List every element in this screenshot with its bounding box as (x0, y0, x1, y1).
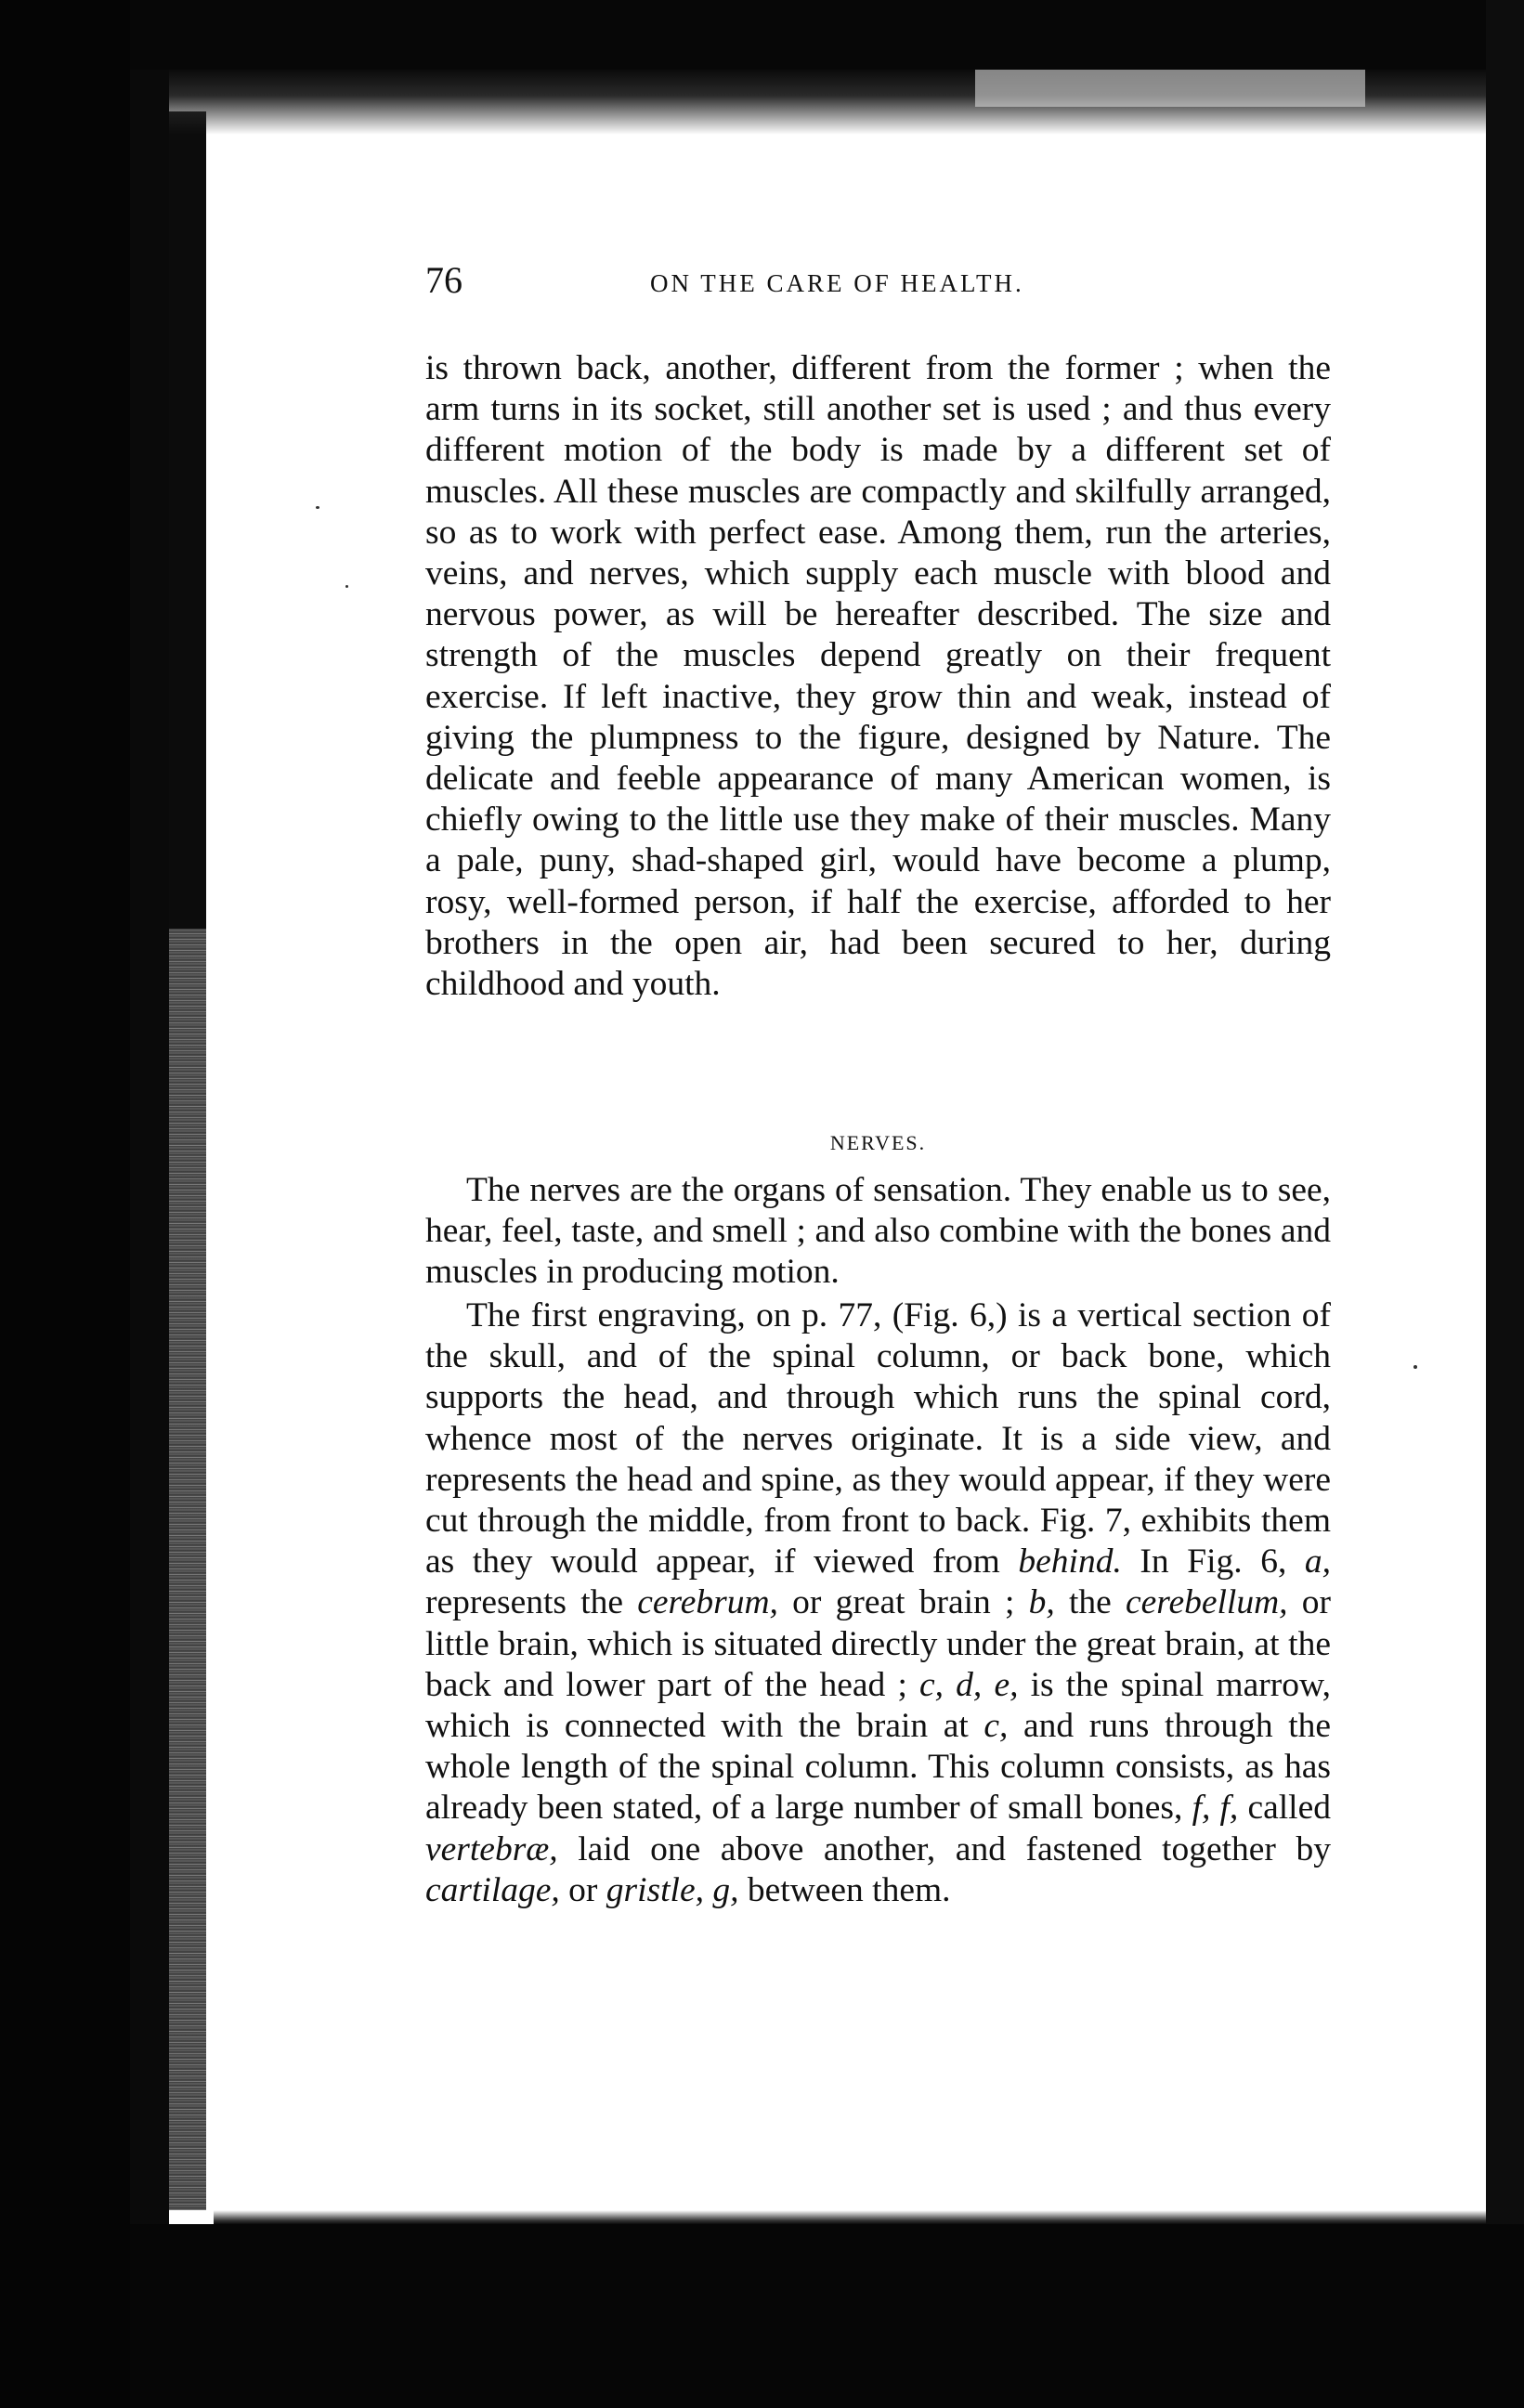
italic-term: cerebellum, (1125, 1583, 1288, 1622)
text-run: In Fig. 6, (1121, 1542, 1305, 1581)
italic-term: c, d, e, (919, 1665, 1019, 1704)
text-run: the (1054, 1583, 1126, 1622)
scan-edge-top (130, 0, 1524, 70)
page-number: 76 (425, 259, 462, 301)
scan-speck (316, 506, 319, 509)
italic-term: cerebrum, (637, 1583, 778, 1622)
paragraph-text: The nerves are the organs of sensation. They enable us to see, hear, feel, taste, and smell ; and also combine with the bones and muscles in producing motion. (425, 1171, 1331, 1292)
scan-edge-left (0, 0, 130, 2408)
text-run: or little brain, which is situated directly under the great brain, at the back and lower part of the head ; (425, 1583, 1332, 1704)
section-heading: NERVES. (829, 1131, 927, 1154)
scan-speck (345, 585, 348, 588)
text-run: The first engraving, on p. 77, (Fig. 6,) is a vertical section of the skull, and of the spinal column, or back bone, which supports the head, and through which runs the spinal cord, whence most of the nerves originate. It is a side view, and represents the head and spine, as they would appear, if they were cut through the middle, from front to back. Fig. 7, exhibits them as they would appear, if viewed from (425, 1296, 1331, 1581)
paragraph-text (425, 1295, 1331, 1911)
italic-term: vertebræ, (425, 1829, 558, 1868)
italic-term: b, (1028, 1583, 1055, 1622)
text-run: or great brain ; (777, 1583, 1029, 1622)
text-run: represents the (425, 1583, 638, 1622)
italic-term: cartilage, (425, 1870, 560, 1909)
scan-edge-top-notch (975, 70, 1365, 107)
scan-edge-bottom-shadow (214, 2210, 1486, 2225)
text-run: and runs through the whole length of the spinal column. This column consists, as has already been stated, of a large number of small bones, (425, 1707, 1332, 1828)
paragraph-nerves-intro (425, 1170, 1331, 1294)
text-run: is the spinal marrow, which is connected with the brain at (425, 1665, 1331, 1746)
text-run: between them. (738, 1870, 951, 1909)
italic-term: a, (1304, 1542, 1332, 1581)
italic-term: gristle, g, (606, 1870, 739, 1909)
running-title: ON THE CARE OF HEALTH. (650, 269, 1024, 297)
text-run: called (1238, 1789, 1331, 1828)
italic-term: c, (983, 1707, 1009, 1746)
italic-term: behind. (1018, 1542, 1122, 1581)
text-run: or (559, 1870, 606, 1909)
paragraph-engraving (425, 1295, 1331, 1911)
paragraph-text: is thrown back, another, different from the former ; when the arm turns in its socket, still another set is used ; and thus every different motion of the body is made by a different set of muscles. All these muscles are compactly and skilfully arranged, so as to work with perfect ease. Among them, run the arteries, veins, and nerves, which supply each muscle with blood and nervous power, as will be hereafter described. The size and strength of the muscles depend greatly on their frequent exercise. If left inactive, they grow thin and weak, instead of giving the plumpness to the figure, designed by Nature. The delicate and feeble appearance of many American women, is chiefly owing to the little use they make of their muscles. Many a pale, puny, shad-shaped girl, would have become a plump, rosy, well-formed person, if half the exercise, afforded to her brothers in the open air, had been secured to her, during childhood and youth. (425, 349, 1331, 1004)
italic-term: f, f, (1192, 1789, 1239, 1828)
scan-edge-left-strip (130, 0, 169, 2408)
scan-gutter-upper (169, 111, 206, 929)
scan-speck (1413, 1365, 1417, 1369)
running-header (425, 259, 1354, 325)
text-run: laid one above another, and fastened together by (557, 1829, 1331, 1868)
paragraph-muscles (425, 348, 1331, 1005)
scan-edge-bottom (130, 2224, 1524, 2408)
scan-edge-right (1486, 0, 1524, 2408)
